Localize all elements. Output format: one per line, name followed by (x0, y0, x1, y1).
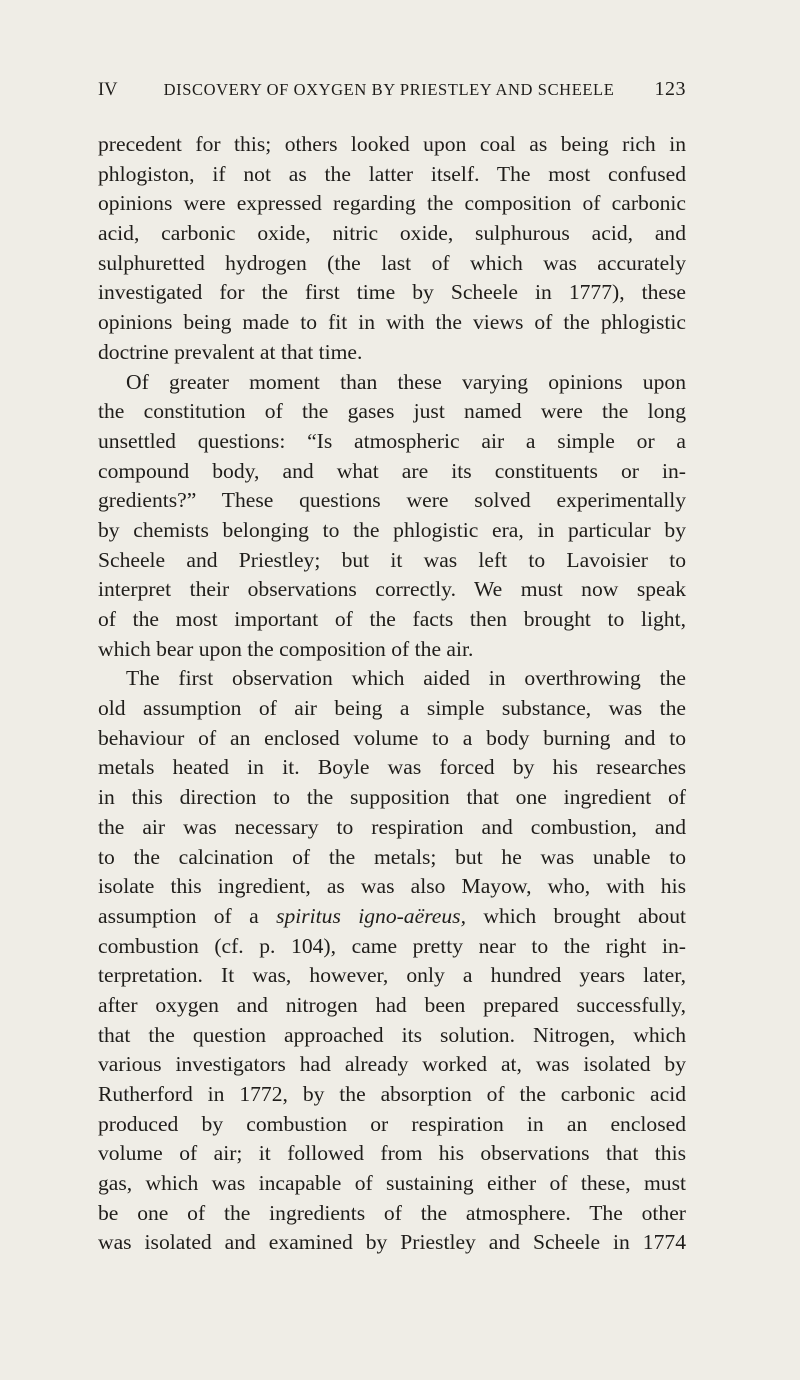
text-segment: assumption of a (98, 903, 259, 928)
text-line: isolate this ingredient, as was also Mayow, who, with his (98, 874, 686, 899)
text-line: the air was necessary to respiration and combustion, and (98, 814, 686, 839)
text-line: combustion (cf. p. 104), came pretty near to the right in- (98, 933, 686, 958)
text-line: in this direction to the supposition that one ingredient of (98, 785, 686, 810)
text-line: Rutherford in 1772, by the absorption of the carbonic acid (98, 1082, 686, 1106)
text-line: by chemists belonging to the phlogistic era, in particular by (98, 517, 686, 542)
text-line: to the calcination of the metals; but he was unable to (98, 844, 686, 869)
text-line: that the question approached its solution. Nitrogen, which (98, 1022, 686, 1047)
text-line: phlogiston, if not as the latter itself. The most confused (98, 161, 686, 186)
text-line: doctrine prevalent at that time. (98, 339, 363, 364)
text-line: volume of air; it followed from his observations that this (98, 1141, 686, 1166)
text-line: sulphuretted hydrogen (the last of which was accurately (98, 250, 686, 275)
text-line: be one of the ingredients of the atmosphere. The other (98, 1200, 686, 1225)
text-line: terpretation. It was, however, only a hundred years later, (98, 963, 686, 988)
text-line (98, 902, 686, 932)
text-line: compound body, and what are its constituents or in- (98, 458, 686, 483)
text-line: the constitution of the gases just named were the long (98, 399, 686, 424)
text-line: precedent for this; others looked upon coal as being rich in (98, 132, 686, 156)
text-line: acid, carbonic oxide, nitric oxide, sulphurous acid, and (98, 221, 686, 246)
text-line: investigated for the first time by Scheele in 1777), these (98, 280, 686, 305)
text-line: The first observation which aided in overthrowing the (126, 666, 686, 691)
text-line: of the most important of the facts then brought to light, (98, 607, 686, 631)
text-line: produced by combustion or respiration in an enclosed (98, 1111, 686, 1136)
text-line: unsettled questions: “Is atmospheric air a simple or a (98, 428, 686, 453)
text-line: Of greater moment than these varying opinions upon (126, 369, 686, 394)
page-number: 123 (654, 78, 686, 100)
text-line: Scheele and Priestley; but it was left to Lavoisier to (98, 547, 686, 572)
text-line: was isolated and examined by Priestley and Scheele in 1774 (98, 1230, 686, 1255)
italic-term: spiritus igno-aëreus, (276, 903, 466, 928)
text-line: various investigators had already worked at, was isolated by (98, 1052, 686, 1077)
body-text (98, 130, 686, 1258)
text-line: gas, which was incapable of sustaining either of these, must (98, 1171, 686, 1196)
chapter-number: IV (98, 80, 118, 100)
text-line: interpret their observations correctly. We must now speak (98, 577, 686, 602)
running-head (98, 78, 686, 112)
text-line: gredients?” These questions were solved experimentally (98, 488, 686, 513)
text-line: opinions were expressed regarding the composition of carbonic (98, 191, 686, 216)
book-page (98, 78, 686, 1258)
text-segment: which brought about (483, 903, 687, 928)
running-title: DISCOVERY OF OXYGEN BY PRIESTLEY AND SCHEELE (163, 80, 615, 99)
text-line: which bear upon the composition of the air. (98, 636, 474, 661)
text-line: after oxygen and nitrogen had been prepared successfully, (98, 992, 686, 1017)
text-line: metals heated in it. Boyle was forced by his researches (98, 755, 686, 780)
text-line: behaviour of an enclosed volume to a body burning and to (98, 725, 686, 750)
text-line: opinions being made to fit in with the views of the phlogistic (98, 310, 686, 335)
text-line: old assumption of air being a simple substance, was the (98, 696, 686, 721)
